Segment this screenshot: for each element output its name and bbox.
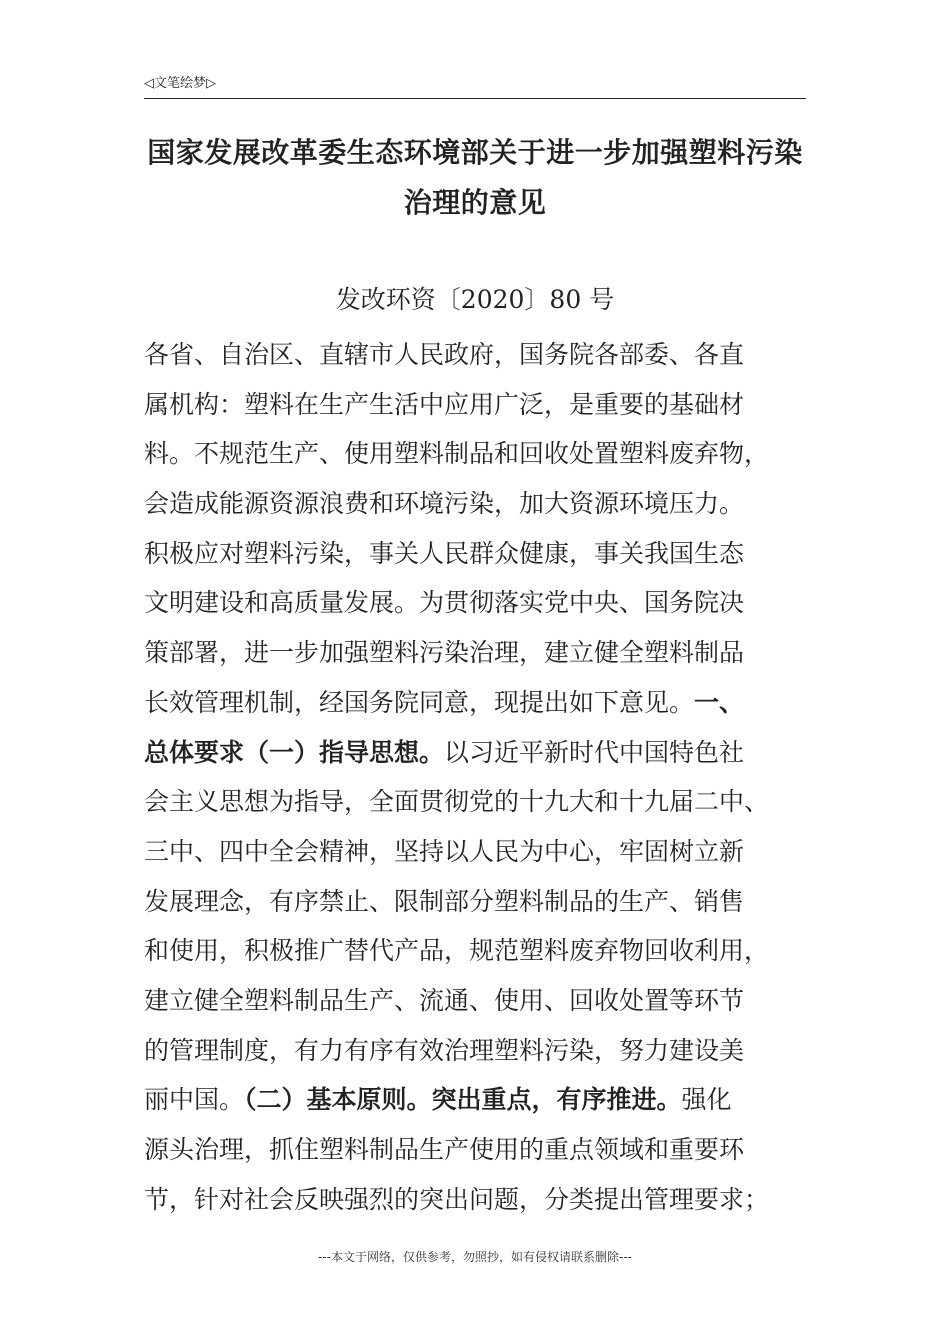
title-line-1: 国家发展改革委生态环境部关于进一步加强塑料污染 — [147, 136, 803, 169]
section-heading: （二）基本原则。突出重点，有序推进。 — [244, 1085, 682, 1115]
body-text-span: 强化 — [681, 1085, 732, 1115]
body-line: 会主义思想为指导，全面贯彻党的十九大和十九届二中、 — [144, 787, 770, 817]
page-header — [144, 74, 806, 99]
body-text-span: 丽中国。 — [144, 1085, 245, 1115]
body-line — [144, 678, 808, 728]
body-line — [144, 1075, 808, 1125]
body-line: 的管理制度，有力有序有效治理塑料污染，努力建设美 — [144, 1035, 745, 1065]
body-line: 文明建设和高质量发展。为贯彻落实党中央、国务院决 — [144, 588, 745, 618]
section-heading: 总体要求（一）指导思想。 — [144, 737, 445, 767]
body-line: 源头治理，抓住塑料制品生产使用的重点领域和重要环 — [144, 1135, 745, 1164]
body-text-span: 以习近平新时代中国特色社 — [444, 737, 745, 767]
page-footer: ---本文于网络，仅供参考，勿照抄，如有侵权请联系删除--- — [318, 1250, 632, 1264]
document-body — [144, 330, 808, 1224]
body-line: 建立健全塑料制品生产、流通、使用、回收处置等环节 — [144, 985, 745, 1015]
document-title — [144, 128, 806, 228]
body-line: 节，针对社会反映强烈的突出问题，分类提出管理要求； — [144, 1184, 770, 1214]
body-line: 策部署，进一步加强塑料污染治理，建立健全塑料制品 — [144, 638, 745, 668]
section-heading: 一、 — [694, 687, 745, 717]
body-line: 各省、自治区、直辖市人民政府，国务院各部委、各直 — [144, 340, 745, 369]
body-line: 会造成能源资源浪费和环境污染，加大资源环境压力。 — [144, 489, 745, 519]
header-label: ◁文笔绘梦▷ — [144, 76, 216, 91]
body-line: 积极应对塑料污染，事关人民群众健康，事关我国生态 — [144, 538, 745, 568]
body-line: 属机构：塑料在生产生活中应用广泛，是重要的基础材 — [144, 389, 745, 419]
title-line-2: 治理的意见 — [403, 186, 547, 219]
document-number: 发改环资〔2020〕80 号 — [335, 285, 615, 314]
body-line: 发展理念，有序禁止、限制部分塑料制品的生产、销售 — [144, 886, 745, 916]
body-line — [144, 728, 808, 778]
body-text-span: 长效管理机制，经国务院同意，现提出如下意见。 — [144, 687, 695, 717]
body-line: 料。不规范生产、使用塑料制品和回收处置塑料废弃物， — [144, 439, 770, 469]
body-line: 三中、四中全会精神，坚持以人民为中心，牢固树立新 — [144, 836, 745, 866]
body-line: 和使用，积极推广替代产品，规范塑料废弃物回收利用， — [144, 936, 770, 966]
